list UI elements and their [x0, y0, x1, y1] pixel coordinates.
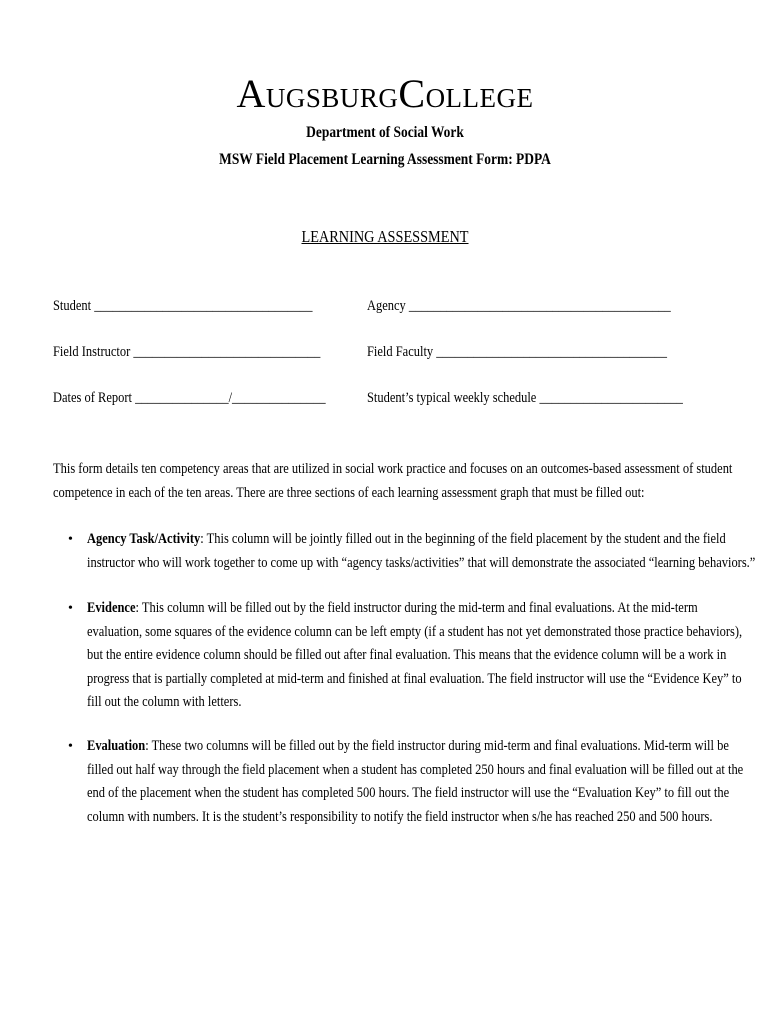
bullet-icon: •: [68, 601, 73, 616]
bullet-term: Evidence: [87, 600, 136, 616]
bullet-line: : These two columns will be filled out by the field instructor during mid-term and final evaluations. Mid-term will be: [145, 738, 729, 754]
dates-of-report-field: Dates of Report _______________/_______________: [53, 390, 326, 406]
logo-letter-c: C: [398, 71, 426, 116]
bullet-evaluation: [87, 735, 744, 829]
bullet-line: end of the placement when the student has completed 500 hours. The field instructor will use the “Evaluation Key” to fill out the: [87, 785, 730, 801]
bullet-term: Evaluation: [87, 738, 146, 754]
weekly-schedule-field: Student’s typical weekly schedule _______________________: [367, 390, 683, 406]
intro-line: competence in each of the ten areas. There are three sections of each learning assessment graph that must be filled out:: [53, 484, 645, 501]
bullet-line: : This column will be filled out by the field instructor during the mid-term and final evaluations. At the mid-term: [135, 600, 698, 616]
logo-word-ugsburg: UGSBURG: [265, 83, 399, 113]
college-logo: [0, 71, 770, 116]
bullet-line: instructor who will work together to come up with “agency tasks/activities” that will demonstrate the associated “learning behaviors.”: [87, 554, 756, 571]
bullet-line: : This column will be jointly filled out in the beginning of the field placement by the student and the field: [200, 531, 726, 547]
student-field: Student ___________________________________: [53, 298, 313, 314]
field-faculty-field: Field Faculty _____________________________________: [367, 344, 667, 360]
field-instructor-field: Field Instructor ______________________________: [53, 344, 321, 360]
bullet-term: Agency Task/Activity: [87, 531, 201, 547]
logo-word-ollege: OLLEGE: [425, 83, 534, 113]
bullet-line: progress that is partially completed at mid-term and finished at final evaluation. The field instructor will use the “Evidence Key” to: [87, 670, 742, 687]
bullet-icon: •: [68, 739, 73, 754]
bullet-line: column with numbers. It is the student’s responsibility to notify the field instructor when s/he has reached 250 and 500 hours.: [87, 808, 713, 825]
agency-field: Agency __________________________________________: [367, 298, 671, 314]
bullet-evidence: [87, 597, 741, 715]
bullet-line: filled out half way through the field placement when a student has completed 250 hours and final evaluation will be filled out at the: [87, 761, 744, 778]
logo-letter-a: A: [236, 71, 266, 116]
bullet-agency-task: [87, 528, 756, 575]
intro-line: This form details ten competency areas that are utilized in social work practice and focuses on an outcomes-based assessment of student: [53, 461, 733, 477]
bullet-line: but the entire evidence column should be filled out after final evaluation. This means that the evidence column will be a work in: [87, 647, 727, 663]
bullet-line: evaluation, some squares of the evidence column can be left empty (if a student has not yet demonstrated those practice behaviors),: [87, 623, 743, 640]
section-heading: LEARNING ASSESSMENT: [301, 227, 469, 246]
form-title: MSW Field Placement Learning Assessment Form: PDPA: [219, 151, 551, 168]
bullet-line: fill out the column with letters.: [87, 694, 242, 710]
bullet-icon: •: [68, 532, 73, 547]
department-title: Department of Social Work: [306, 124, 464, 141]
intro-paragraph: [53, 458, 733, 505]
